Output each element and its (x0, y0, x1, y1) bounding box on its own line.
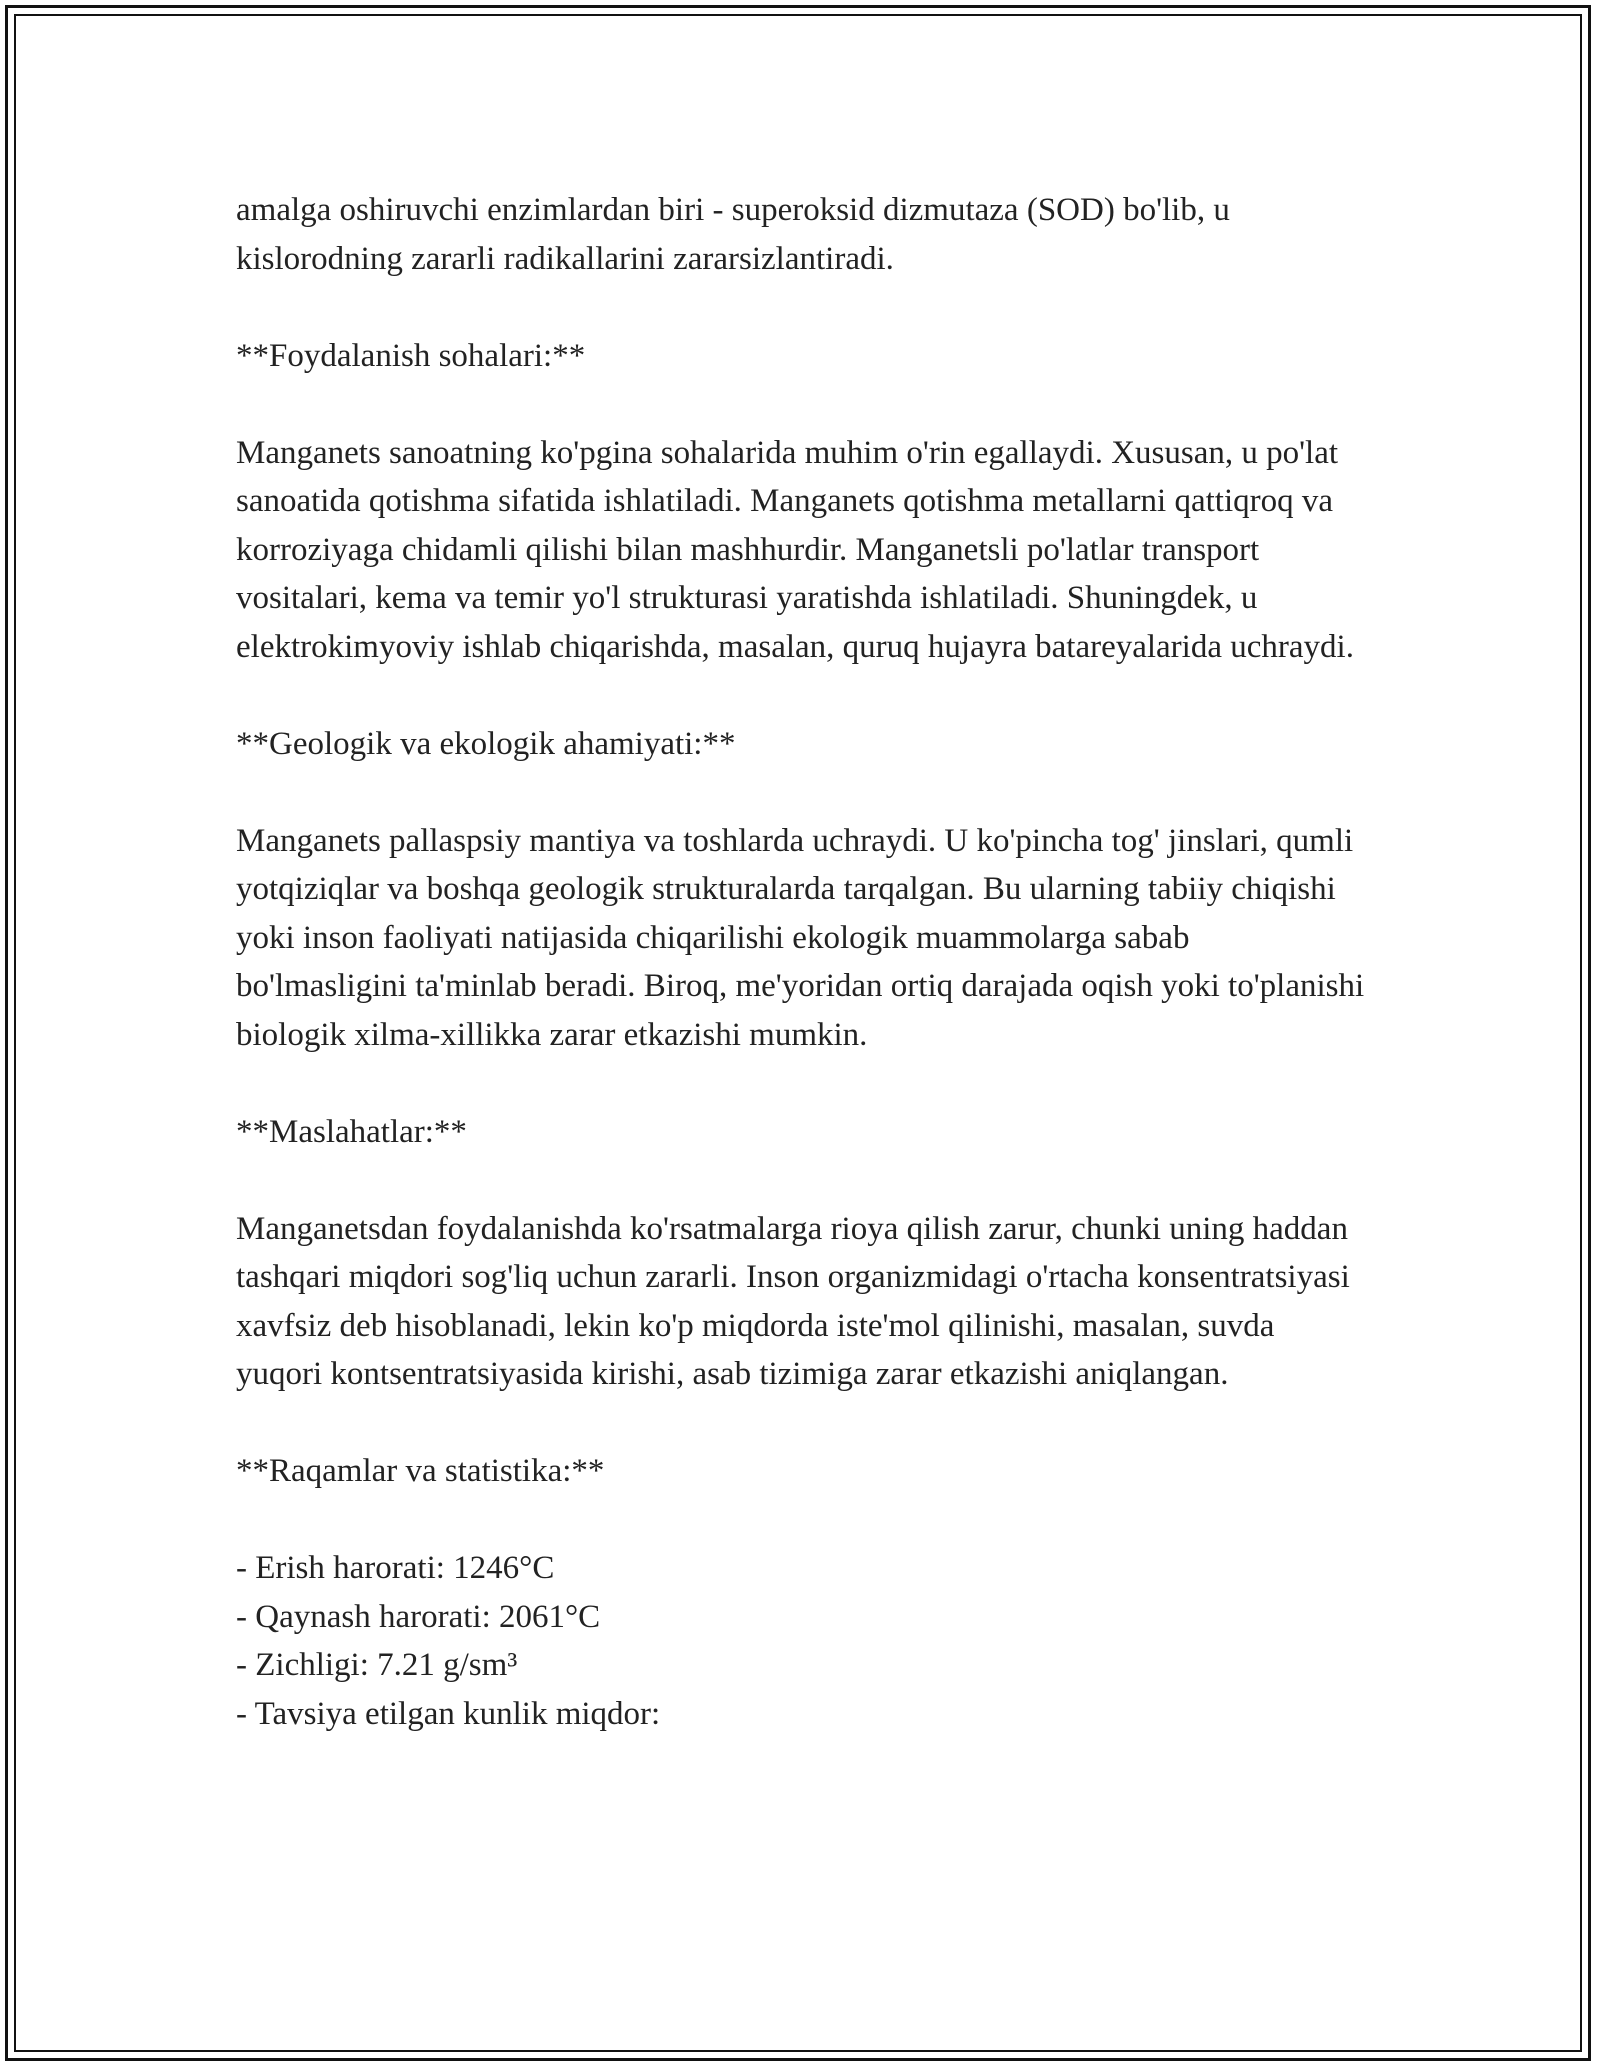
stats-heading: **Raqamlar va statistika:** (236, 1453, 605, 1489)
stats-item-boiling-point: - Qaynash harorati: 2061°C (236, 1598, 601, 1635)
geology-heading: **Geologik va ekologik ahamiyati:** (236, 725, 736, 762)
advice-paragraph: Manganetsdan foydalanishda ko'rsatmalarga rioya qilish zarur, chunki uning haddan tashqari miqdori sog'liq uchun zararli. Inson organizmidagi o'rtacha konsentratsiyasi xavfsiz deb hisoblanadi, lekin ko'p miqdorda iste'mol qilinishi, masalan, suvda yuqori kontsentratsiyasida kirishi, asab tizimiga zarar etkazishi aniqlangan. (236, 1210, 1350, 1392)
document-body (236, 186, 1366, 1738)
uses-heading: **Foydalanish sohalari:** (236, 337, 586, 374)
stats-item-daily-intake: - Tavsiya etilgan kunlik miqdor: (236, 1695, 661, 1732)
geology-paragraph: Manganets pallaspsiy mantiya va toshlarda uchraydi. U ko'pincha tog' jinslari, qumli yotqiziqlar va boshqa geologik strukturalarda tarqalgan. Bu ularning tabiiy chiqishi yoki inson faoliyati natijasida chiqarilishi ekologik muammolarga sabab bo'lmasligini ta'minlab beradi. Biroq, me'yoridan ortiq darajada oqish yoki to'planishi biologik xilma-xillikka zarar etkazishi mumkin. (236, 822, 1365, 1053)
advice-heading: **Maslahatlar:** (236, 1113, 467, 1150)
intro-paragraph: amalga oshiruvchi enzimlardan biri - superoksid dizmutaza (SOD) bo'lib, u kislorodning zararli radikallarini zararsizlantiradi. (236, 192, 1230, 277)
stats-list (236, 1544, 1366, 1738)
stats-item-density: - Zichligi: 7.21 g/sm³ (236, 1647, 518, 1683)
uses-paragraph: Manganets sanoatning ko'pgina sohalarida muhim o'rin egallaydi. Xususan, u po'lat sanoatida qotishma sifatida ishlatiladi. Manganets qotishma metallarni qattiqroq va korroziyaga chidamli qilishi bilan mashhurdir. Manganetsli po'latlar transport vositalari, kema va temir yo'l strukturasi yaratishda ishlatiladi. Shuningdek, u elektrokimyoviy ishlab chiqarishda, masalan, quruq hujayra batareyalarida uchraydi. (236, 434, 1354, 665)
stats-item-melting-point: - Erish harorati: 1246°C (236, 1550, 555, 1586)
